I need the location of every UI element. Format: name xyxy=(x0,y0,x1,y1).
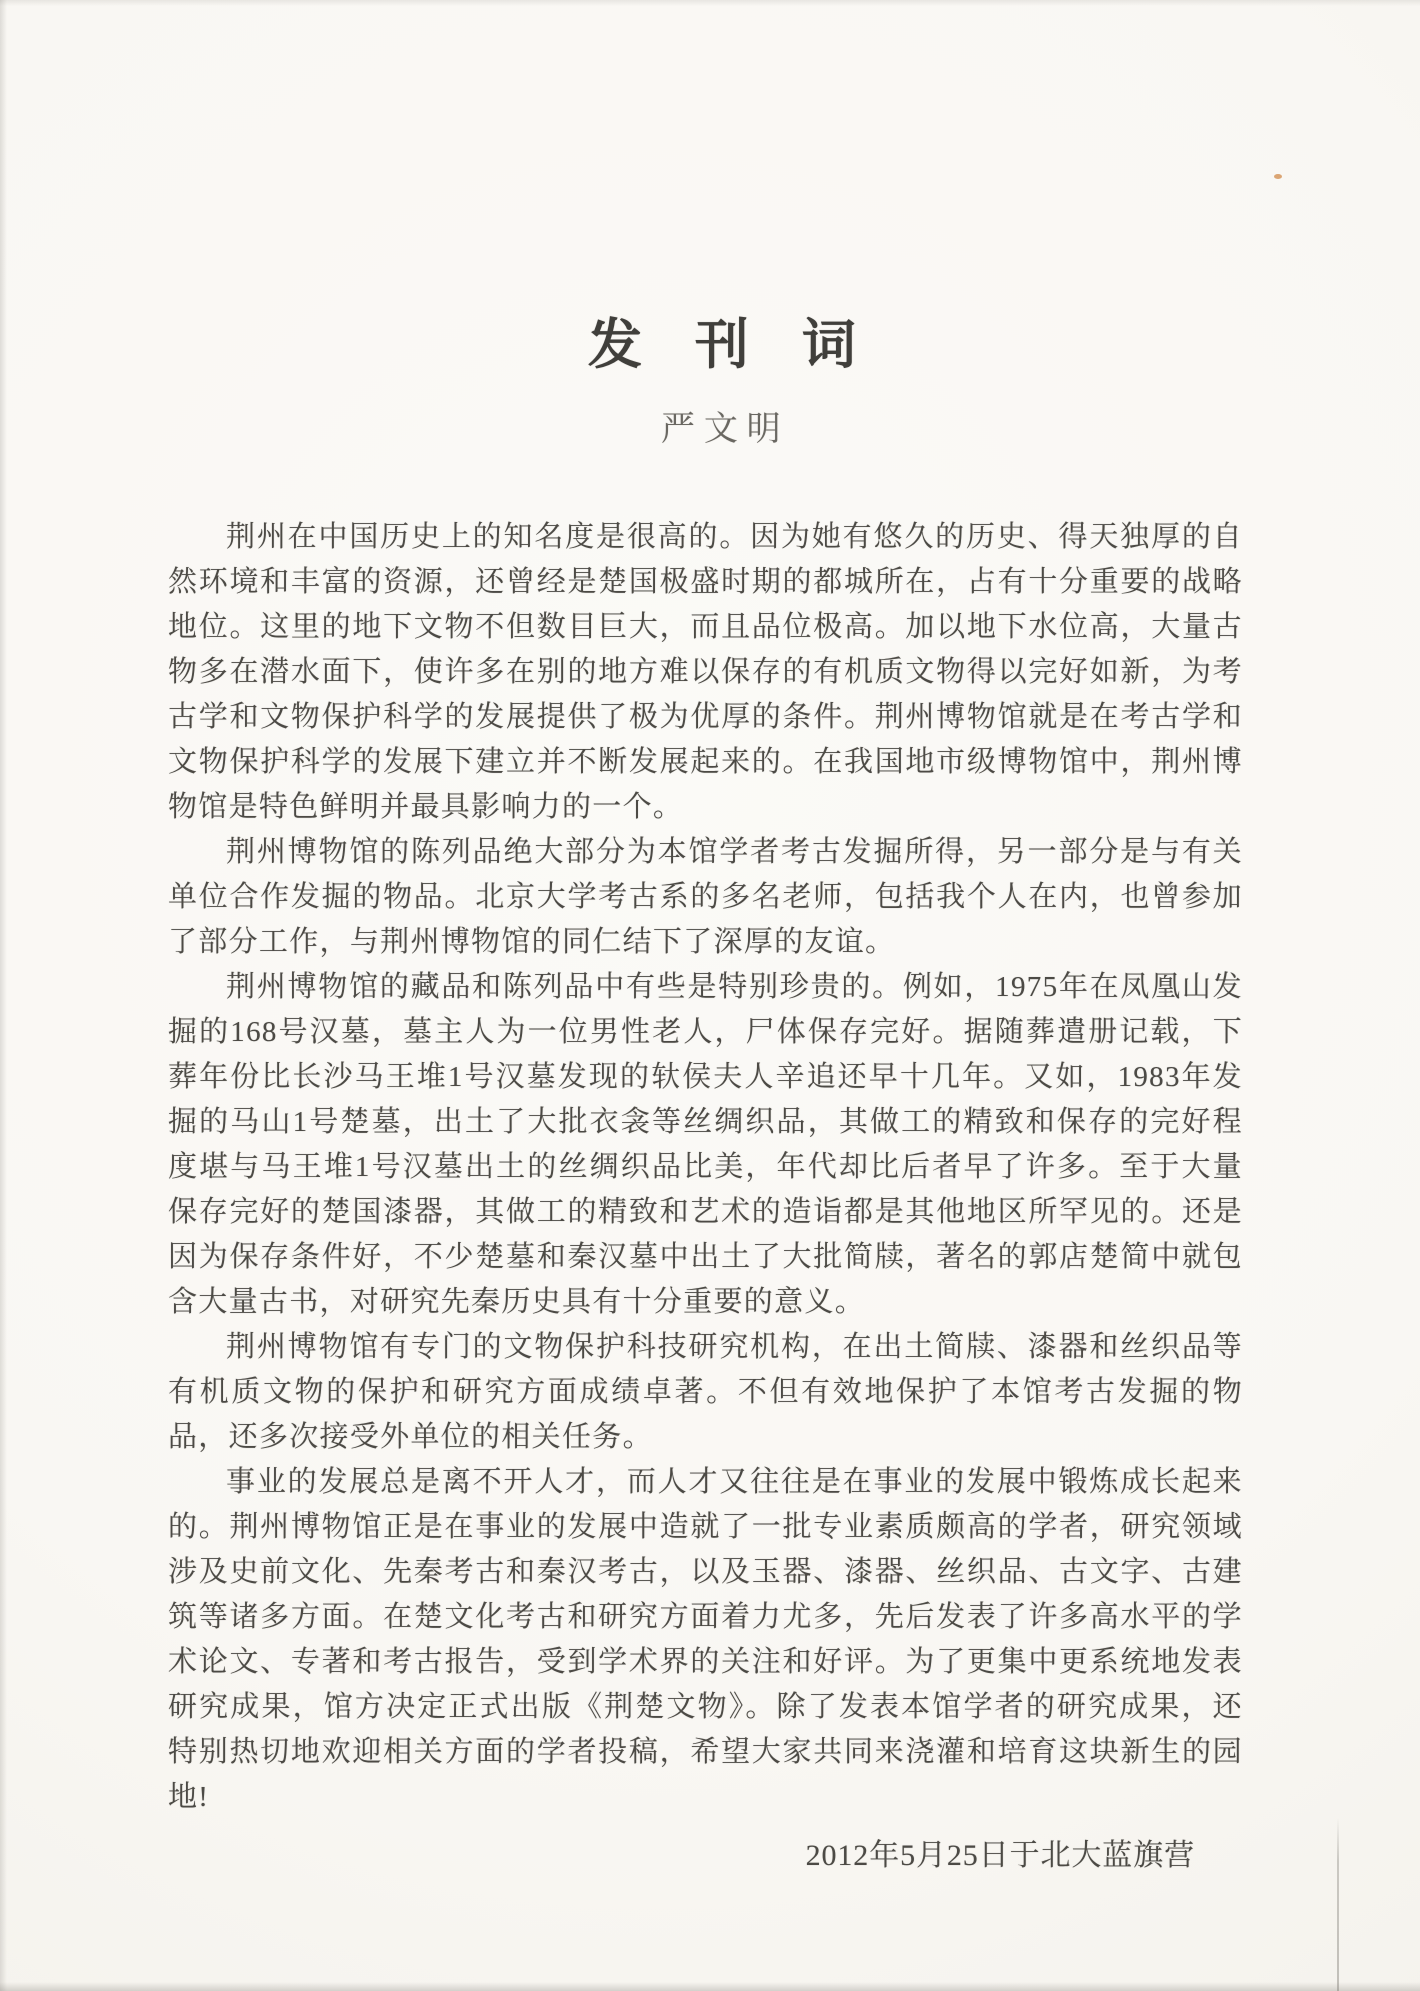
body-text xyxy=(168,515,1243,1820)
author-name: 严文明 xyxy=(661,411,790,448)
paragraph: 荆州博物馆的陈列品绝大部分为本馆学者考古发掘所得，另一部分是与有关单位合作发掘的物品。北京大学考古系的多名老师，包括我个人在内，也曾参加了部分工作，与荆州博物馆的同仁结下了深厚的友谊。 xyxy=(168,836,1243,958)
dateline: 2012年5月25日于北大蓝旗营 xyxy=(805,1839,1195,1872)
page-edge-line xyxy=(1337,1818,1339,1991)
paragraph: 事业的发展总是离不开人才，而人才又往往是在事业的发展中锻炼成长起来的。荆州博物馆正是在事业的发展中造就了一批专业素质颇高的学者，研究领域涉及史前文化、先秦考古和秦汉考古，以及玉器、漆器、丝织品、古文字、古建筑等诸多方面。在楚文化考古和研究方面着力尤多，先后发表了许多高水平的学术论文、专著和考古报告，受到学术界的关注和好评。为了更集中更系统地发表研究成果，馆方决定正式出版《荆楚文物》。除了发表本馆学者的研究成果，还特别热切地欢迎相关方面的学者投稿，希望大家共同来浇灌和培育这块新生的园地! xyxy=(168,1466,1243,1813)
page-left-edge-shadow xyxy=(0,0,7,1991)
paragraph: 荆州博物馆有专门的文物保护科技研究机构，在出土简牍、漆器和丝织品等有机质文物的保护和研究方面成绩卓著。不但有效地保护了本馆考古发掘的物品，还多次接受外单位的相关任务。 xyxy=(168,1331,1243,1453)
ink-stain-mark xyxy=(1274,174,1282,179)
page-bottom-edge-shadow xyxy=(0,1982,1420,1991)
paragraph: 荆州博物馆的藏品和陈列品中有些是特别珍贵的。例如，1975年在凤凰山发掘的168号汉墓，墓主人为一位男性老人，尸体保存完好。据随葬遣册记载，下葬年份比长沙马王堆1号汉墓发现的轪侯夫人辛追还早十几年。又如，1983年发掘的马山1号楚墓，出土了大批衣衾等丝绸织品，其做工的精致和保存的完好程度堪与马王堆1号汉墓出土的丝绸织品比美，年代却比后者早了许多。至于大量保存完好的楚国漆器，其做工的精致和艺术的造诣都是其他地区所罕见的。还是因为保存条件好，不少楚墓和秦汉墓中出土了大批简牍，著名的郭店楚简中就包含大量古书，对研究先秦历史具有十分重要的意义。 xyxy=(168,971,1243,1318)
paragraph: 荆州在中国历史上的知名度是很高的。因为她有悠久的历史、得天独厚的自然环境和丰富的资源，还曾经是楚国极盛时期的都城所在，占有十分重要的战略地位。这里的地下文物不但数目巨大，而且品位极高。加以地下水位高，大量古物多在潜水面下，使许多在别的地方难以保存的有机质文物得以完好如新，为考古学和文物保护科学的发展提供了极为优厚的条件。荆州博物馆就是在考古学和文物保护科学的发展下建立并不断发展起来的。在我国地市级博物馆中，荆州博物馆是特色鲜明并最具影响力的一个。 xyxy=(168,521,1243,823)
page-title: 发刊词 xyxy=(588,315,909,376)
page-top-edge-shadow xyxy=(0,0,1420,6)
